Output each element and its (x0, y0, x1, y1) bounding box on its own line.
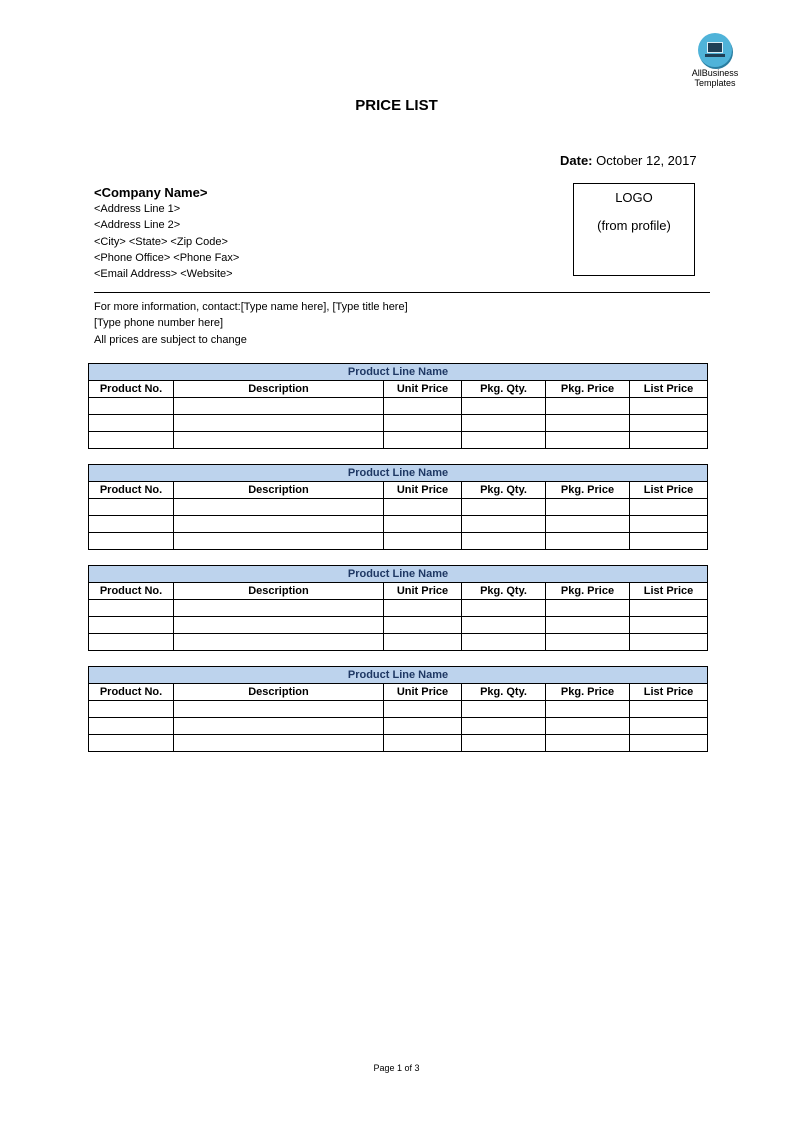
table-cell[interactable] (630, 718, 708, 735)
table-row (89, 735, 708, 752)
table-cell[interactable] (462, 600, 546, 617)
column-header: Product No. (89, 381, 174, 398)
column-header: Pkg. Qty. (462, 381, 546, 398)
date-line (560, 153, 697, 168)
contact-info (94, 299, 408, 348)
table-row (89, 516, 708, 533)
table-cell[interactable] (630, 516, 708, 533)
table-cell[interactable] (174, 398, 384, 415)
divider (94, 292, 710, 293)
table-cell[interactable] (546, 516, 630, 533)
table-cell[interactable] (462, 499, 546, 516)
product-line-name: Product Line Name (89, 364, 708, 381)
product-line-name: Product Line Name (89, 465, 708, 482)
table-cell[interactable] (174, 432, 384, 449)
table-cell[interactable] (174, 600, 384, 617)
column-header-row (89, 684, 708, 701)
column-header: List Price (630, 381, 708, 398)
table-cell[interactable] (630, 735, 708, 752)
table-cell[interactable] (546, 415, 630, 432)
company-email-website: <Email Address> <Website> (94, 268, 233, 281)
date-label: Date: (560, 153, 593, 168)
table-cell[interactable] (546, 533, 630, 550)
table-cell[interactable] (384, 617, 462, 634)
column-header: Pkg. Price (546, 583, 630, 600)
table-row (89, 718, 708, 735)
price-table (88, 565, 708, 651)
table-row (89, 600, 708, 617)
table-cell[interactable] (89, 415, 174, 432)
price-table (88, 666, 708, 752)
price-table (88, 363, 708, 449)
table-cell[interactable] (89, 432, 174, 449)
table-row (89, 617, 708, 634)
table-cell[interactable] (384, 600, 462, 617)
product-line-name: Product Line Name (89, 667, 708, 684)
table-cell[interactable] (630, 432, 708, 449)
table-cell[interactable] (89, 533, 174, 550)
table-row (89, 432, 708, 449)
table-cell[interactable] (174, 617, 384, 634)
table-cell[interactable] (630, 701, 708, 718)
table-cell[interactable] (174, 533, 384, 550)
table-cell[interactable] (174, 634, 384, 651)
table-cell[interactable] (384, 718, 462, 735)
company-block (94, 184, 239, 282)
column-header-row (89, 381, 708, 398)
company-name: <Company Name> (94, 185, 208, 200)
price-table (88, 464, 708, 550)
product-line-name: Product Line Name (89, 566, 708, 583)
table-cell[interactable] (462, 415, 546, 432)
table-cell[interactable] (546, 499, 630, 516)
table-cell[interactable] (384, 499, 462, 516)
table-cell[interactable] (546, 634, 630, 651)
contact-line: For more information, contact:[Type name here], [Type title here] (94, 301, 408, 313)
table-cell[interactable] (89, 398, 174, 415)
table-cell[interactable] (546, 617, 630, 634)
table-cell[interactable] (174, 516, 384, 533)
table-cell[interactable] (546, 398, 630, 415)
column-header: Pkg. Qty. (462, 583, 546, 600)
column-header: Pkg. Price (546, 482, 630, 499)
table-row (89, 533, 708, 550)
column-header: Pkg. Qty. (462, 482, 546, 499)
column-header: List Price (630, 684, 708, 701)
column-header: Pkg. Price (546, 381, 630, 398)
table-cell[interactable] (384, 516, 462, 533)
table-cell[interactable] (462, 634, 546, 651)
table-cell[interactable] (462, 432, 546, 449)
column-header: Unit Price (384, 684, 462, 701)
company-phones: <Phone Office> <Phone Fax> (94, 251, 240, 264)
table-cell[interactable] (174, 718, 384, 735)
table-cell[interactable] (630, 634, 708, 651)
table-cell[interactable] (89, 617, 174, 634)
table-row (89, 415, 708, 432)
table-cell[interactable] (462, 735, 546, 752)
column-header: Product No. (89, 583, 174, 600)
table-cell[interactable] (384, 415, 462, 432)
column-header: Pkg. Qty. (462, 684, 546, 701)
table-cell[interactable] (630, 415, 708, 432)
column-header: Unit Price (384, 482, 462, 499)
column-header: Description (174, 482, 384, 499)
table-cell[interactable] (384, 701, 462, 718)
table-cell[interactable] (630, 600, 708, 617)
table-cell[interactable] (546, 432, 630, 449)
table-cell[interactable] (384, 398, 462, 415)
page-footer: Page 1 of 3 (373, 1063, 420, 1073)
table-cell[interactable] (384, 432, 462, 449)
column-header: Description (174, 583, 384, 600)
column-header: Product No. (89, 482, 174, 499)
phone-line: [Type phone number here] (94, 317, 224, 330)
table-cell[interactable] (384, 533, 462, 550)
table-cell[interactable] (89, 516, 174, 533)
table-cell[interactable] (174, 735, 384, 752)
laptop-icon (698, 33, 732, 67)
company-address-1: <Address Line 1> (94, 203, 181, 215)
table-cell[interactable] (462, 718, 546, 735)
brand-text (684, 68, 746, 88)
brand-logo (684, 33, 746, 88)
table-row (89, 398, 708, 415)
logo-sublabel: (from profile) (597, 218, 671, 233)
table-cell[interactable] (384, 634, 462, 651)
table-cell[interactable] (89, 600, 174, 617)
company-address-2: <Address Line 2> (94, 219, 181, 232)
table-cell[interactable] (630, 617, 708, 634)
table-cell[interactable] (384, 735, 462, 752)
column-header: Unit Price (384, 583, 462, 600)
brand-line-2: Templates (694, 78, 736, 88)
table-cell[interactable] (89, 701, 174, 718)
table-cell[interactable] (174, 499, 384, 516)
table-cell[interactable] (89, 718, 174, 735)
column-header: Product No. (89, 684, 174, 701)
column-header: Description (174, 684, 384, 701)
table-cell[interactable] (630, 533, 708, 550)
table-cell[interactable] (174, 415, 384, 432)
brand-line-1: AllBusiness (691, 68, 739, 78)
column-header-row (89, 482, 708, 499)
table-row (89, 499, 708, 516)
column-header-row (89, 583, 708, 600)
column-header: List Price (630, 482, 708, 499)
table-cell[interactable] (462, 533, 546, 550)
date-value: October 12, 2017 (596, 153, 697, 168)
table-cell[interactable] (546, 600, 630, 617)
table-cell[interactable] (89, 634, 174, 651)
column-header: Description (174, 381, 384, 398)
table-cell[interactable] (546, 718, 630, 735)
table-cell[interactable] (462, 701, 546, 718)
table-cell[interactable] (630, 499, 708, 516)
price-notice: All prices are subject to change (94, 333, 247, 346)
table-row (89, 634, 708, 651)
page-title: PRICE LIST (355, 97, 438, 114)
column-header: List Price (630, 583, 708, 600)
table-cell[interactable] (546, 701, 630, 718)
table-cell[interactable] (546, 735, 630, 752)
table-cell[interactable] (630, 398, 708, 415)
table-cell[interactable] (462, 398, 546, 415)
table-cell[interactable] (89, 499, 174, 516)
company-city-state-zip: <City> <State> <Zip Code> (94, 235, 228, 248)
logo-placeholder (573, 183, 695, 276)
table-cell[interactable] (89, 735, 174, 752)
table-cell[interactable] (462, 516, 546, 533)
column-header: Pkg. Price (546, 684, 630, 701)
table-cell[interactable] (462, 617, 546, 634)
table-cell[interactable] (174, 701, 384, 718)
table-row (89, 701, 708, 718)
logo-label: LOGO (615, 190, 653, 205)
column-header: Unit Price (384, 381, 462, 398)
